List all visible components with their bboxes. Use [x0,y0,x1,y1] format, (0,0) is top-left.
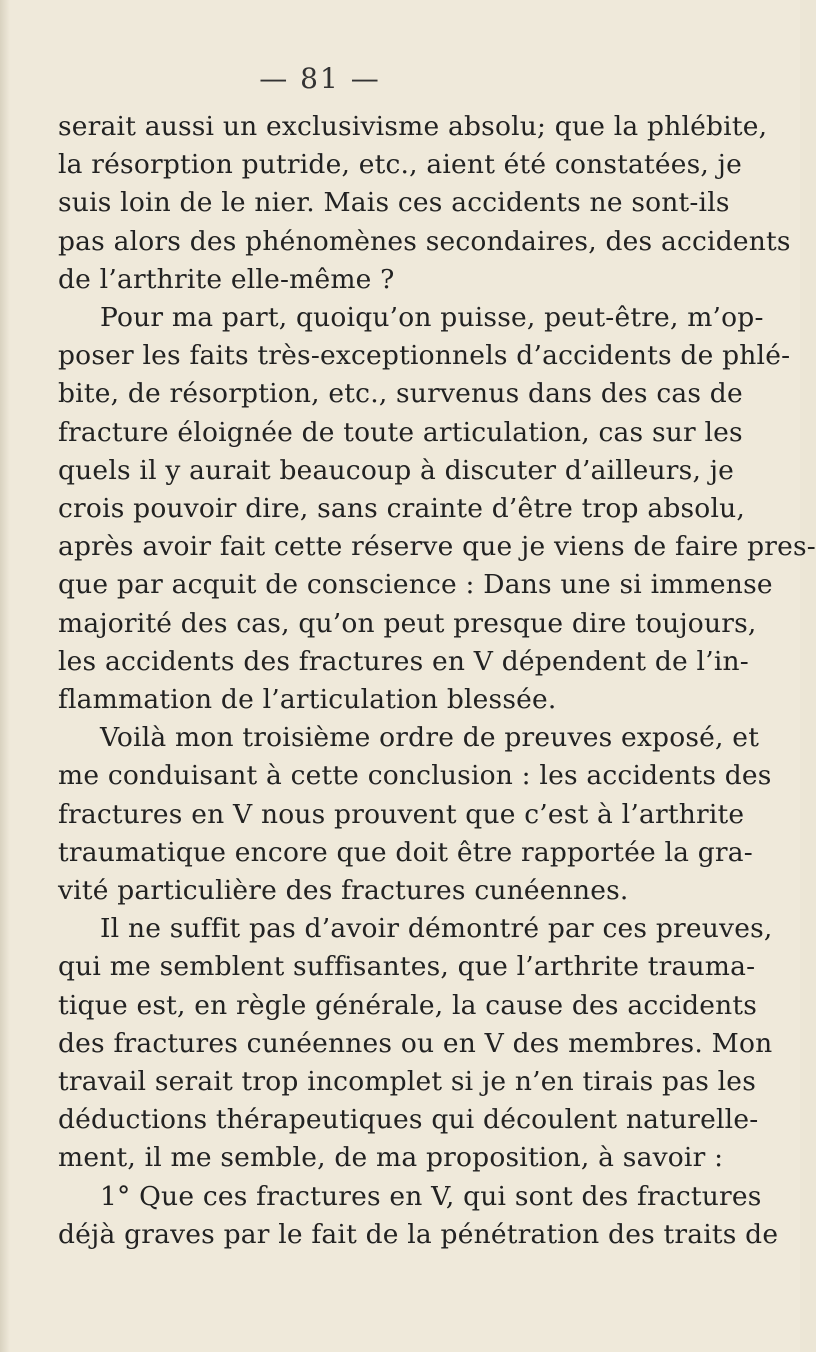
text-line: serait aussi un exclusivisme absolu; que la phlébite, [58,111,768,142]
text-line: des fractures cunéennes ou en V des membres. Mon [58,1027,773,1059]
text-line: 1° Que ces fractures en V, qui sont des fractures [100,1180,762,1212]
text-line: la résorption putride, etc., aient été constatées, je [58,149,742,181]
text-line: poser les faits très-exceptionnels d’accidents de phlé- [58,340,791,372]
text-line: majorité des cas, qu’on peut presque dire toujours, [58,607,757,639]
text-line: Voilà mon troisième ordre de preuves exposé, et [100,722,760,754]
text-line: travail serait trop incomplet si je n’en tirais pas les [58,1066,756,1098]
text-line: après avoir fait cette réserve que je viens de faire pres- [58,531,816,563]
page-edge-shadow [0,0,10,1352]
text-line: crois pouvoir dire, sans crainte d’être trop absolu, [58,493,746,525]
text-line: fractures en V nous prouvent que c’est à l’arthrite [58,798,745,830]
text-line: tique est, en règle générale, la cause des accidents [58,989,758,1021]
page-number: — 81 — [259,62,381,95]
text-line: de l’arthrite elle-même ? [58,263,395,295]
text-line: quels il y aurait beaucoup à discuter d’ailleurs, je [58,454,734,486]
text-line: traumatique encore que doit être rapportée la gra- [58,836,753,868]
text-line: déductions thérapeutiques qui découlent naturelle- [58,1104,759,1136]
text-line: Il ne suffit pas d’avoir démontré par ces preuves, [100,913,773,945]
text-line: fracture éloignée de toute articulation, cas sur les [58,416,743,448]
text-line: déjà graves par le fait de la pénétration des traits de [58,1218,779,1250]
text-line: me conduisant à cette conclusion : les accidents des [58,760,772,792]
text-line: Pour ma part, quoiqu’on puisse, peut-être, m’op- [100,302,764,334]
text-line: ment, il me semble, de ma proposition, à savoir : [58,1142,724,1174]
text-line: pas alors des phénomènes secondaires, des accidents [58,225,791,257]
text-line: suis loin de le nier. Mais ces accidents ne sont-ils [58,187,730,219]
text-line: flammation de l’articulation blessée. [58,684,557,716]
text-line: bite, de résorption, etc., survenus dans des cas de [58,378,743,410]
text-line: vité particulière des fractures cunéennes. [58,875,629,907]
body-text [58,108,816,1254]
text-line: les accidents des fractures en V dépendent de l’in- [58,645,749,677]
text-line: que par acquit de conscience : Dans une si immense [58,569,773,601]
text-line: qui me semblent suffisantes, que l’arthrite trauma- [58,951,756,983]
